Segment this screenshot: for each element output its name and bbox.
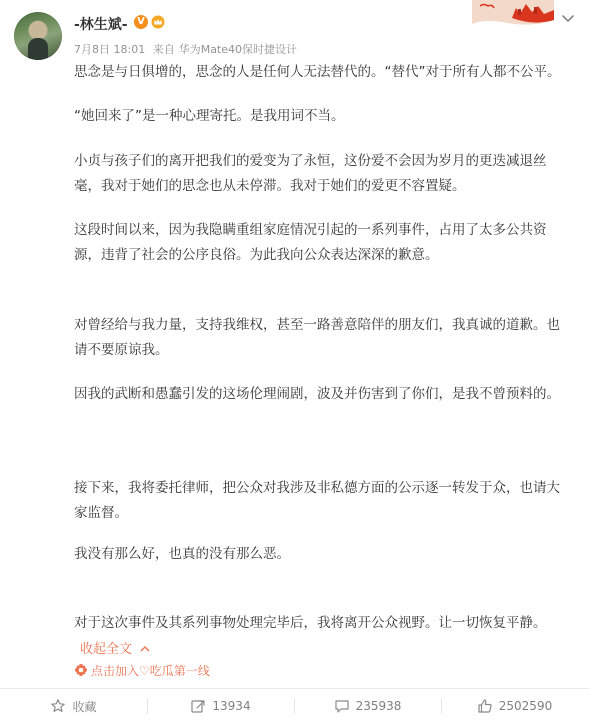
repost-icon bbox=[190, 698, 206, 714]
collapse-label: 收起全文 bbox=[80, 642, 133, 657]
post-source-device[interactable]: 华为Mate40保时捷设计 bbox=[178, 43, 298, 56]
crown-badge-icon bbox=[151, 15, 165, 29]
star-icon bbox=[50, 698, 66, 714]
action-bar bbox=[0, 690, 589, 722]
post-paragraph: 因我的武断和愚蠢引发的这场伦理闹剧，波及并伤害到了你们，是我不曾预料的。 bbox=[74, 386, 560, 402]
flower-icon bbox=[74, 663, 88, 677]
post-paragraph: 对曾经给与我力量，支持我维权，甚至一路善意陪伴的朋友们，我真诚的道歉。也请不要原谅我。 bbox=[74, 317, 560, 358]
post-timestamp[interactable]: 7月8日 18:01 bbox=[74, 43, 146, 56]
comment-button[interactable] bbox=[294, 690, 441, 722]
favorite-label: 收藏 bbox=[72, 699, 97, 714]
post-paragraph: 接下来，我将委托律师，把公众对我涉及非私德方面的公示逐一转发于众，也请大家监督。 bbox=[74, 480, 560, 521]
comment-icon bbox=[334, 698, 350, 714]
action-bar-divider bbox=[0, 688, 589, 689]
repost-count: 13934 bbox=[212, 699, 251, 713]
join-label: 点击加入♡吃瓜第一线 bbox=[91, 664, 210, 678]
post-source-prefix: 来自 bbox=[152, 43, 175, 56]
verified-v-icon: V bbox=[134, 15, 148, 29]
chevron-up-icon bbox=[140, 642, 150, 657]
post-paragraph: 小贞与孩子们的离开把我们的爱变为了永恒，这份爱不会因为岁月的更迭减退丝毫，我对于她们的思念也从未停滞。我对于她们的爱更不容置疑。 bbox=[74, 153, 547, 194]
join-group-link[interactable] bbox=[74, 662, 210, 679]
repost-button[interactable] bbox=[147, 690, 294, 722]
more-chevron-icon[interactable] bbox=[560, 10, 576, 26]
avatar[interactable] bbox=[14, 12, 62, 60]
great-wall-banner-icon bbox=[472, 0, 554, 28]
thumbs-up-icon bbox=[477, 698, 493, 714]
favorite-button[interactable] bbox=[0, 690, 147, 722]
post-paragraph: 这段时间以来，因为我隐瞒重组家庭情况引起的一系列事件，占用了太多公共资源，违背了社会的公序良俗。为此我向公众表达深深的歉意。 bbox=[74, 222, 547, 263]
comment-count: 235938 bbox=[355, 699, 402, 713]
post-meta bbox=[74, 41, 301, 57]
like-button[interactable] bbox=[441, 690, 588, 722]
post-paragraph: 思念是与日俱增的，思念的人是任何人无法替代的。“替代”对于所有人都不公平。 bbox=[74, 64, 561, 80]
collapse-full-text-link[interactable] bbox=[80, 638, 150, 657]
like-count: 2502590 bbox=[498, 699, 553, 713]
avatar-figure bbox=[28, 38, 48, 60]
post-paragraph: “她回来了”是一种心理寄托。是我用词不当。 bbox=[74, 108, 345, 124]
username[interactable]: -林生斌- bbox=[74, 17, 128, 33]
post-paragraph: 对于这次事件及其系列事物处理完毕后，我将离开公众视野。让一切恢复平静。 bbox=[74, 615, 547, 631]
post-paragraph: 我没有那么好，也真的没有那么恶。 bbox=[74, 546, 290, 562]
